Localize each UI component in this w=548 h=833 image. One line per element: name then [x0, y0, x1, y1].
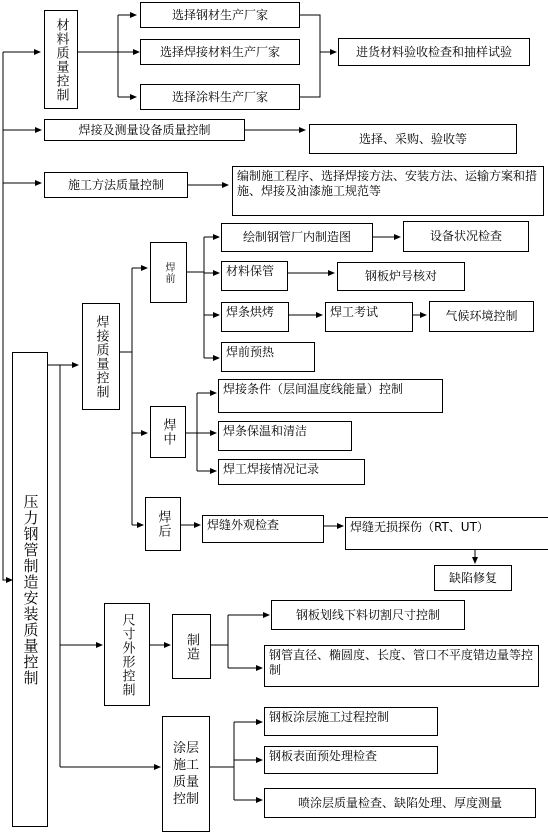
defect-repair-node: 缺陷修复 — [434, 565, 512, 591]
heat-number-check-node: 钢板炉号核对 — [337, 262, 465, 291]
equipment-procurement-node: 选择、采购、验收等 — [309, 124, 517, 154]
welder-exam-node: 焊工考试 — [325, 302, 413, 332]
coating-process-node: 钢板涂层施工过程控制 — [264, 707, 438, 736]
equipment-quality-node: 焊接及测量设备质量控制 — [44, 119, 245, 141]
coating-inspection-node: 喷涂层质量检查、缺陷处理、厚度测量 — [264, 788, 536, 818]
preheat-node: 焊前预热 — [221, 342, 315, 372]
dimension-control-node: 尺寸外形控制 — [104, 603, 150, 706]
mid-welding-node: 焊中 — [150, 406, 186, 458]
visual-inspection-node: 焊缝外观检查 — [202, 515, 324, 543]
coating-quality-node: 涂层施工质量控制 — [162, 716, 210, 832]
equipment-check-node: 设备状况检查 — [403, 221, 529, 252]
plate-cutting-node: 钢板划线下料切割尺寸控制 — [271, 600, 465, 630]
factory-drawing-node: 绘制钢管厂内制造图 — [221, 223, 373, 252]
post-welding-node: 焊后 — [145, 497, 181, 551]
method-quality-node: 施工方法质量控制 — [44, 172, 188, 198]
manufacturing-node: 制造 — [172, 614, 211, 679]
method-plan-node: 编制施工程序、选择焊接方法、安装方法、运输方案和措施、焊接及油漆施工规范等 — [232, 166, 544, 216]
climate-control-node: 气候环境控制 — [429, 301, 534, 332]
welding-material-supplier-node: 选择焊接材料生产厂家 — [140, 39, 300, 65]
electrode-cleaning-node: 焊条保温和清洁 — [218, 421, 352, 451]
pipe-geometry-node: 钢管直径、椭圆度、长度、管口不平度错边量等控制 — [264, 645, 539, 687]
material-storage-node: 材料保管 — [221, 261, 288, 291]
electrode-baking-node: 焊条烘烤 — [221, 302, 289, 332]
coating-supplier-node: 选择涂料生产厂家 — [140, 84, 300, 110]
incoming-inspection-node: 进货材料验收检查和抽样试验 — [338, 38, 530, 66]
welding-quality-node: 焊接质量控制 — [82, 303, 120, 410]
surface-pretreatment-node: 钢板表面预处理检查 — [264, 746, 438, 774]
steel-supplier-node: 选择钢材生产厂家 — [140, 2, 300, 28]
root-node: 压力钢管制造安装质量控制 — [12, 352, 48, 827]
material-quality-node: 材料质量控制 — [44, 10, 78, 109]
welding-condition-node: 焊接条件（层间温度线能量）控制 — [218, 379, 443, 413]
welder-record-node: 焊工焊接情况记录 — [218, 459, 365, 485]
ndt-inspection-node: 焊缝无损探伤（RT、UT） — [345, 517, 548, 550]
pre-welding-node: 焊前 — [150, 242, 187, 303]
